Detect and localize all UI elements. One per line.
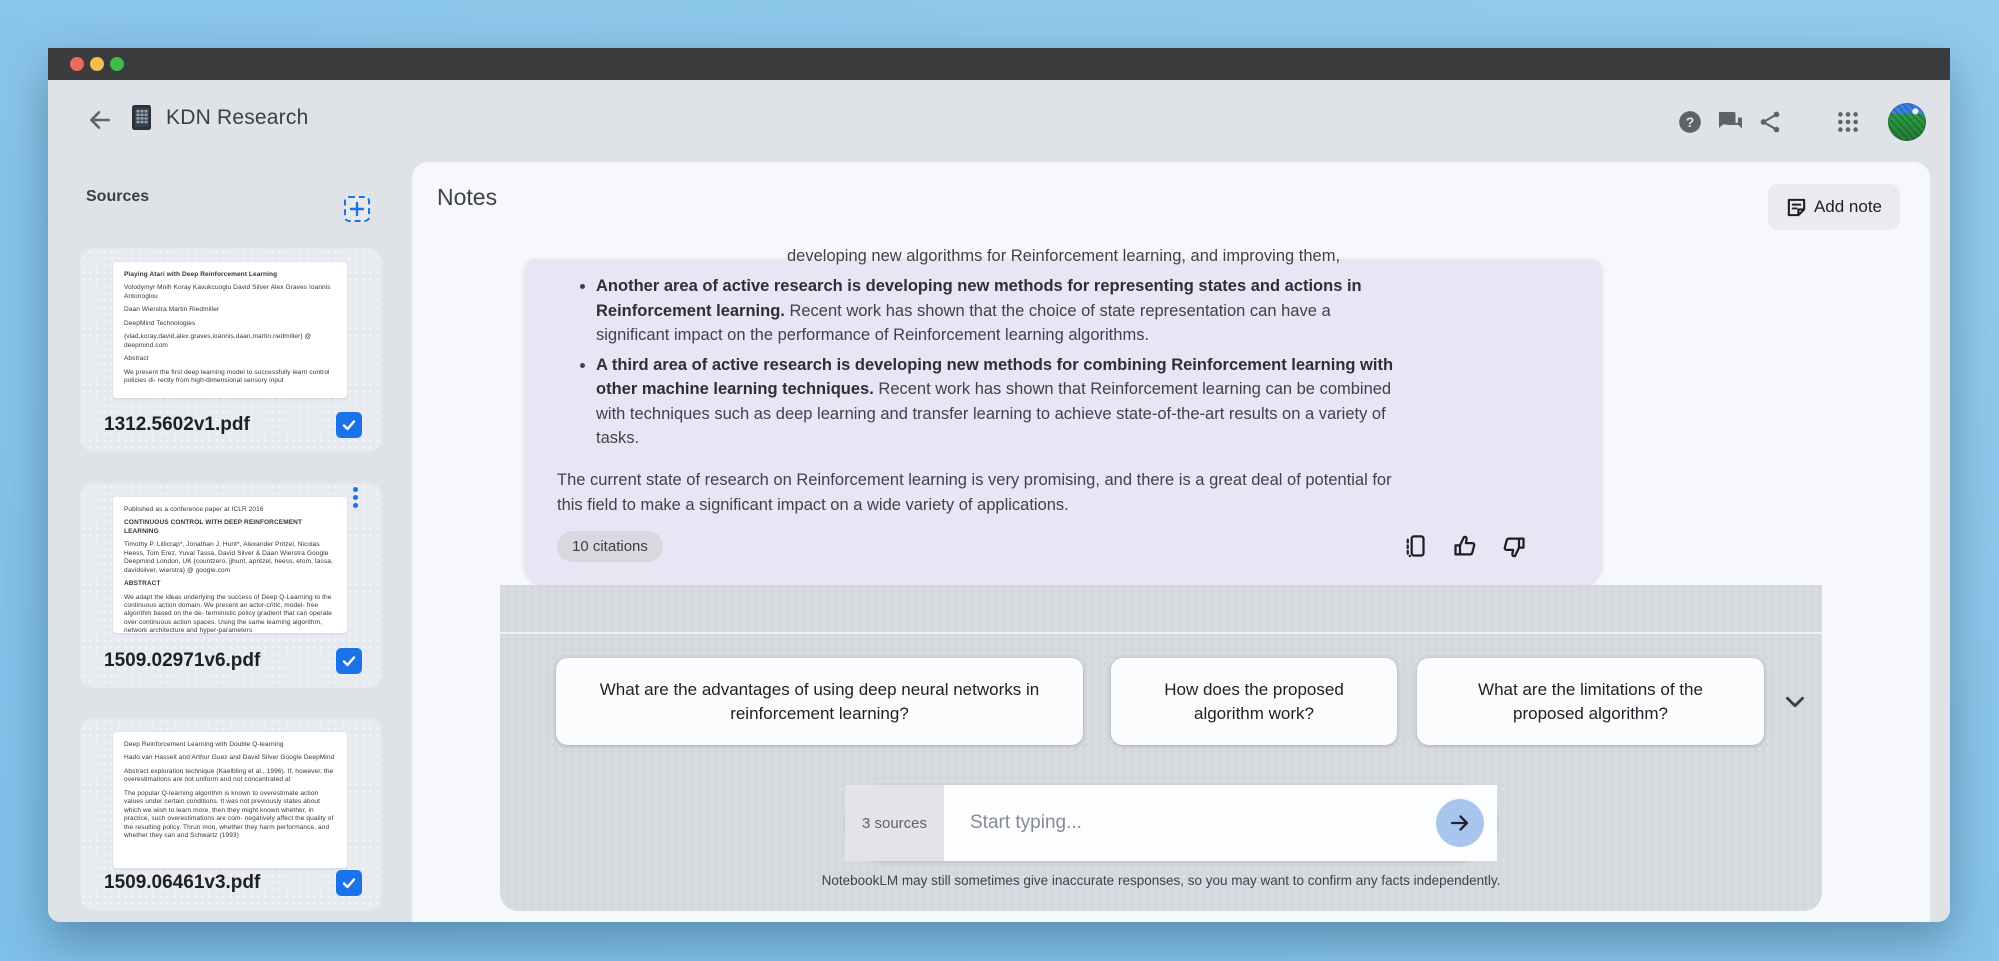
app-header — [48, 80, 1950, 162]
note-bullet: • Another area of active research is developing new methods for representing states and actions in Reinforcement learning. Recent work has shown that the choice of state representation can have a significant impact on the performance of Reinforcement learning algorithms. — [596, 274, 1396, 348]
plus-icon — [350, 202, 364, 216]
help-button[interactable] — [1670, 102, 1710, 142]
source-checkbox[interactable] — [336, 648, 362, 674]
note-clipped-line: developing new algorithms for Reinforcement learning, and improving them, — [787, 247, 1341, 265]
back-button[interactable] — [82, 102, 118, 138]
account-avatar[interactable] — [1888, 103, 1926, 141]
chat-text-input[interactable] — [968, 811, 1332, 835]
check-icon — [341, 653, 357, 669]
chat-section — [500, 585, 1822, 911]
apps-grid-icon — [1835, 109, 1861, 135]
note-icon — [1786, 197, 1807, 218]
add-note-label: Add note — [1813, 197, 1882, 216]
note-paragraph: The current state of research on Reinforcement learning is very promising, and there is a great deal of potential for this field to make a significant impact on a wide variety of applications. — [557, 470, 1392, 514]
notes-panel — [412, 162, 1930, 922]
notes-heading: Notes — [437, 184, 498, 210]
preview-line: Deep Reinforcement Learning with Double Q-learning — [124, 741, 284, 748]
copy-note-button[interactable] — [1397, 529, 1431, 563]
svg-text:?: ? — [1685, 113, 1695, 130]
sources-heading: Sources — [86, 188, 150, 205]
preview-line: We present the first deep learning model to successfully learn control policies di- rectly from high-dimensional sensory input — [124, 368, 330, 384]
help-icon — [1677, 109, 1703, 135]
source-checkbox[interactable] — [336, 870, 362, 896]
window-titlebar — [48, 48, 1950, 80]
sources-count-badge[interactable]: 3 sources — [845, 785, 944, 861]
back-arrow-icon — [87, 107, 113, 133]
preview-line: DeepMind Technologies — [124, 319, 196, 327]
note-bullet: • A third area of active research is developing new methods for combining Reinforcement learning with other machine learning techniques. Recent work has shown that Reinforcement learning can be combined with techniques such as deep learning and transfer learning to achieve state-of-the-art results on a variety of tasks. — [596, 353, 1396, 451]
preview-line: Hado van Hasselt and Arthur Guez and David Silver Google DeepMind — [124, 754, 335, 762]
source-menu-button[interactable] — [351, 485, 360, 510]
source-preview-thumbnail — [113, 497, 347, 633]
thumbs-up-button[interactable] — [1447, 529, 1481, 563]
preview-line: Playing Atari with Deep Reinforcement Learning — [124, 271, 278, 278]
citations-chip[interactable]: 10 citations — [557, 531, 663, 562]
source-filename: 1509.06461v3.pdf — [104, 872, 261, 893]
preview-line: CONTINUOUS CONTROL WITH DEEP REINFORCEMENT LEARNING — [124, 519, 303, 535]
source-card[interactable] — [80, 248, 382, 452]
share-icon — [1757, 109, 1783, 135]
preview-line: {vlad,koray,david,alex.graves,ioannis,daan,martin.riedmiller} @ deepmind.com — [124, 333, 312, 349]
preview-line: The popular Q-learning algorithm is known to overestimate action values under certain conditions. It was not previously states about which we wish to learn more, then they might known whether, in practice, such overestimations are com- negatively affect the quality of the resulting policy. Thrun mon, whether they harm performance, and whether they can and Schwartz (1993) — [124, 789, 334, 839]
preview-line: Timothy P. Lillicrap*, Jonathan J. Hunt*, Alexander Pritzel, Nicolas Heess, Tom Erez, Yuval Tassa, David Silver & Daan Wierstra Google Deepmind London, UK {countzero, jjhunt, apritzel, heess, etom, tassa, davidsilver, wierstra} @ google.com — [124, 541, 333, 574]
preview-line: Daan Wierstra Martin Riedmiller — [124, 306, 220, 314]
add-note-button[interactable] — [1768, 184, 1900, 230]
thumbs-down-button[interactable] — [1497, 529, 1531, 563]
source-preview-thumbnail — [113, 732, 347, 868]
notebook-icon — [130, 104, 153, 131]
source-filename: 1509.02971v6.pdf — [104, 650, 261, 671]
suggested-question-chip[interactable]: What are the limitations of the proposed algorithm? — [1417, 658, 1764, 745]
preview-line: ABSTRACT — [124, 580, 161, 588]
send-button[interactable] — [1436, 799, 1484, 847]
share-button[interactable] — [1750, 102, 1790, 142]
feedback-button[interactable] — [1710, 102, 1750, 142]
chevron-down-icon — [1782, 689, 1808, 715]
check-icon — [341, 875, 357, 891]
notebook-title[interactable]: KDN Research — [166, 106, 309, 129]
source-preview-thumbnail — [113, 262, 347, 398]
source-card[interactable] — [80, 483, 382, 688]
suggested-question-chip[interactable]: How does the proposed algorithm work? — [1111, 658, 1397, 745]
note-body-text — [525, 270, 1601, 518]
preview-line: Published as a conference paper at ICLR 2016 — [124, 506, 264, 513]
open-note-card[interactable] — [525, 247, 1601, 585]
source-card[interactable] — [80, 718, 382, 910]
arrow-right-icon — [1448, 811, 1472, 835]
feedback-chat-icon — [1716, 109, 1744, 135]
preview-line: We adapt the ideas underlying the success of Deep Q-Learning to the continuous action domain. We present an actor-critic, model- free algorithm based on the de- terministic policy gradient that can operate over continuous action spaces. Using the same learning algorithm, network architecture and hyper-parameters — [124, 593, 332, 635]
close-window-button[interactable] — [70, 57, 84, 71]
thumbs-down-icon — [1501, 533, 1528, 560]
browser-window — [48, 48, 1950, 922]
more-questions-button[interactable] — [1778, 685, 1812, 719]
minimize-window-button[interactable] — [90, 57, 104, 71]
suggested-question-chip[interactable]: What are the advantages of using deep neural networks in reinforcement learning? — [556, 658, 1083, 745]
disclaimer-text: NotebookLM may still sometimes give inaccurate responses, so you may want to confirm any facts independently. — [821, 873, 1501, 888]
copy-icon — [1401, 533, 1428, 560]
header-actions — [1670, 96, 1926, 148]
apps-grid-button[interactable] — [1828, 102, 1868, 142]
preview-line: Abstract — [124, 355, 149, 363]
preview-line: Abstract exploration technique (Kaelbling et al., 1996). If, however, the overestimations are not uniform and not concentrated at — [124, 767, 334, 784]
preview-line: Volodymyr Mnih Koray Kavukcuoglu David Silver Alex Graves Ioannis Antonoglou — [124, 284, 331, 300]
maximize-window-button[interactable] — [110, 57, 124, 71]
section-divider — [500, 632, 1822, 634]
check-icon — [341, 417, 357, 433]
add-source-button[interactable] — [344, 196, 370, 222]
thumbs-up-icon — [1451, 533, 1478, 560]
source-checkbox[interactable] — [336, 412, 362, 438]
source-filename: 1312.5602v1.pdf — [104, 414, 250, 435]
chat-input-bar — [845, 785, 1497, 861]
